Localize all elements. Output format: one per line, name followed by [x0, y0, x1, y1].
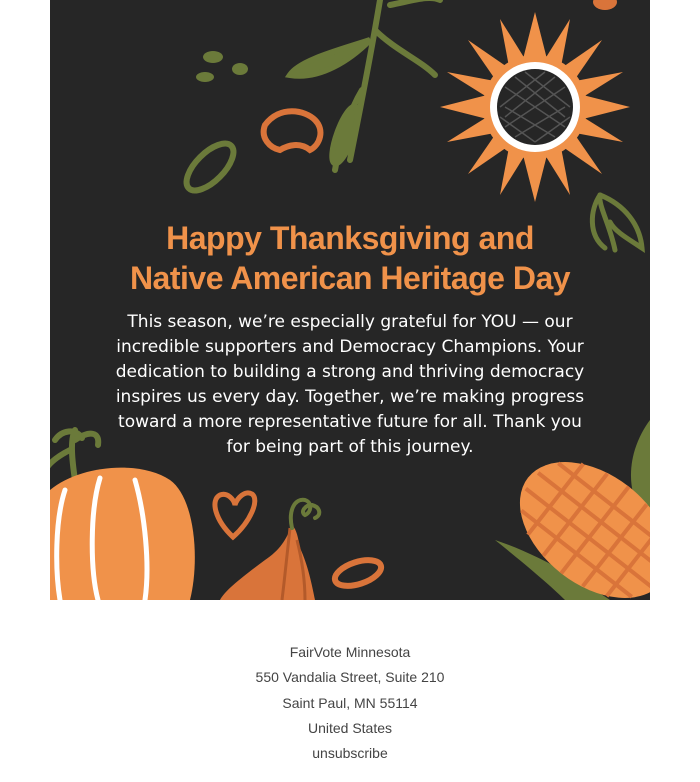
gourd-icon — [220, 500, 319, 600]
street-address: 550 Vandalia Street, Suite 210 — [255, 669, 445, 686]
heart-icon — [215, 493, 255, 537]
headline — [50, 218, 650, 298]
country: United States — [307, 719, 393, 736]
thank-you-message: This season, we’re especially grateful for YOU — our incredible supporters and Democracy Champions. Your dedication to building a strong and thriving democracy inspires us every day. Together, we’re making progress toward a more representative future for all. Thank you for being part of this journey. — [115, 312, 585, 457]
city-state-zip: Saint Paul, MN 55114 — [282, 694, 418, 711]
headline-line-2: Native American Heritage Day — [129, 260, 571, 296]
sunflower-icon — [440, 12, 630, 202]
seed-icon — [196, 51, 248, 82]
ring-icon — [332, 555, 384, 591]
email-footer — [0, 640, 700, 766]
org-name: FairVote Minnesota — [289, 644, 411, 660]
hero-illustration — [50, 0, 650, 600]
leaf-sprig-icon — [290, 0, 440, 170]
headline-line-1: Happy Thanksgiving and — [166, 220, 534, 256]
leaf-outline-icon — [179, 136, 241, 198]
hero-banner — [50, 0, 650, 600]
leaf-orange-icon — [593, 0, 617, 10]
unsubscribe-link[interactable]: unsubscribe — [312, 745, 388, 762]
pumpkin-icon — [50, 468, 195, 600]
heart-outline-icon — [264, 111, 321, 150]
